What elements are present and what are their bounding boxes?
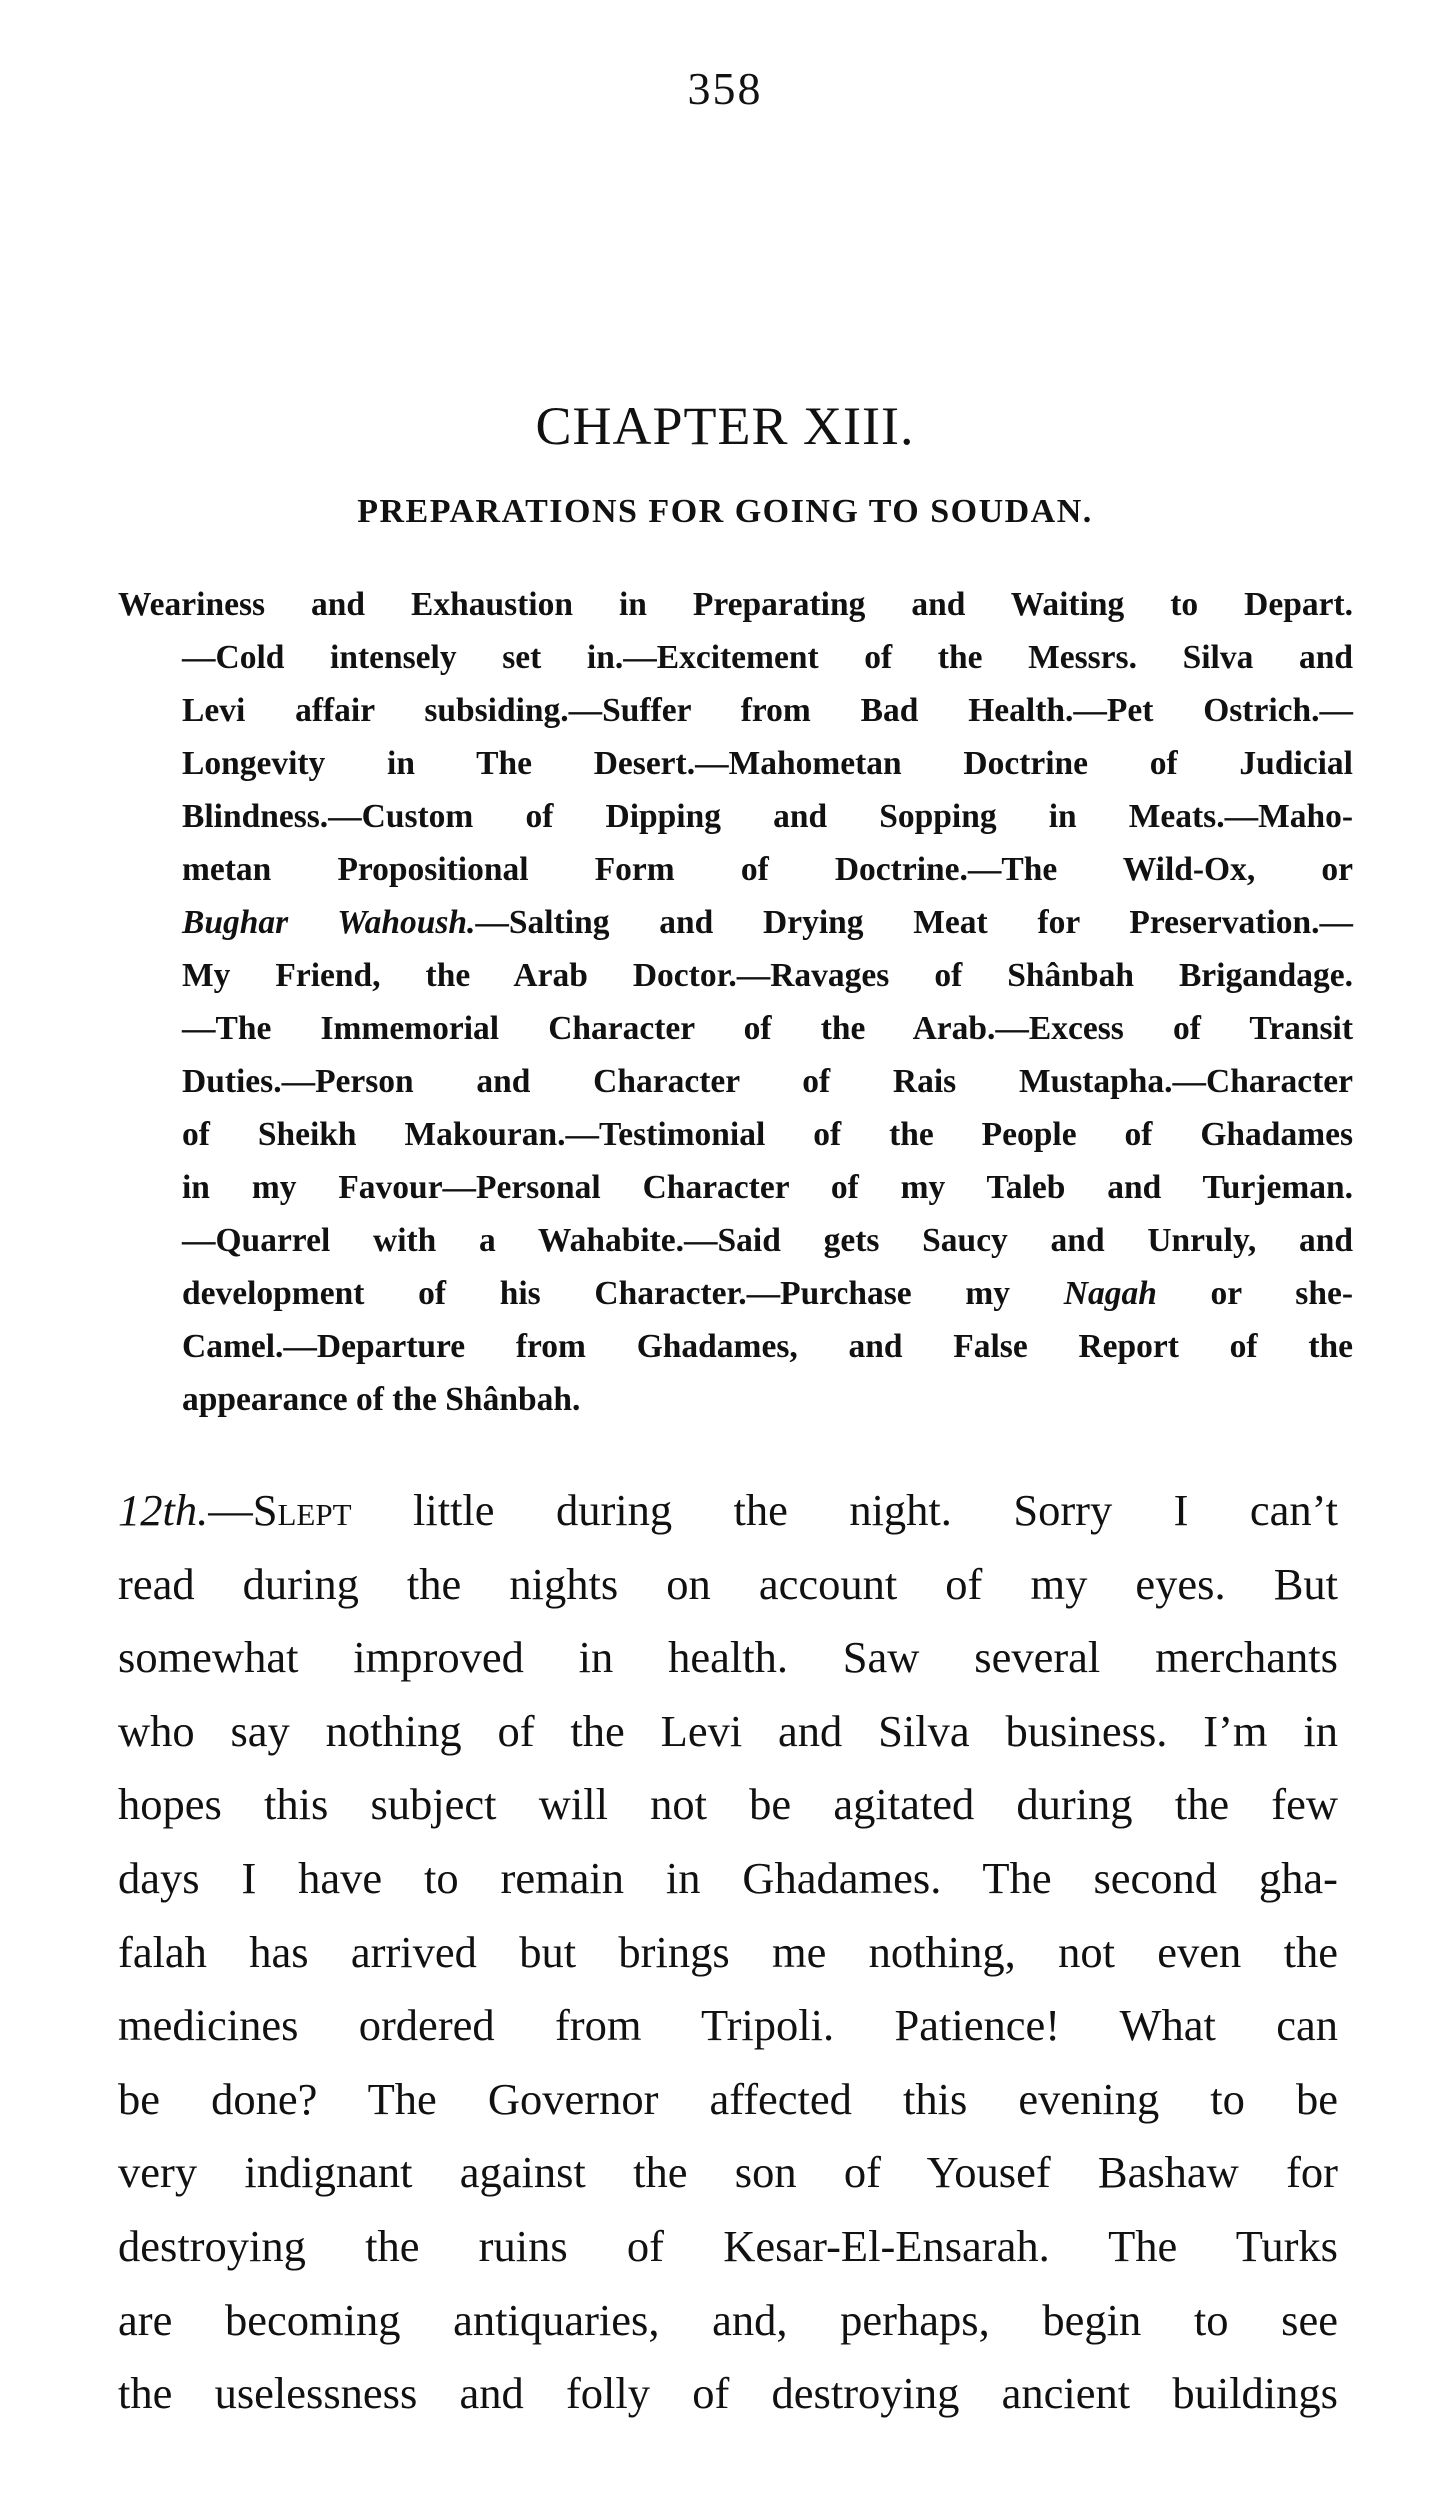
body-line-text: little during the night. Sorry I can’t [351, 1485, 1338, 1535]
synopsis-line [182, 896, 1353, 949]
chapter-subtitle: PREPARATIONS FOR GOING TO SOUDAN. [357, 493, 1093, 530]
synopsis-line-text: or she- [1156, 1275, 1353, 1312]
body-line: somewhat improved in health. Saw several merchants [118, 1632, 1338, 1683]
synopsis-line: Weariness and Exhaustion in Preparating and Waiting to Depart. [118, 586, 1353, 623]
body-line: read during the nights on account of my eyes. But [118, 1558, 1338, 1609]
synopsis-line-text: development of his Character.—Purchase my [182, 1275, 1064, 1312]
body-line: days I have to remain in Ghadames. The second gha- [118, 1852, 1338, 1903]
body-line: be done? The Governor affected this evening to be [118, 2073, 1338, 2124]
body-line: who say nothing of the Levi and Silva business. I’m in [118, 1705, 1338, 1756]
synopsis-line: Levi affair subsiding.—Suffer from Bad Health.—Pet Ostrich.— [182, 692, 1353, 729]
synopsis-line: appearance of the Shânbah. [182, 1381, 581, 1418]
synopsis-line: Longevity in The Desert.—Mahometan Doctrine of Judicial [182, 745, 1353, 782]
synopsis-line-text: —Salting and Drying Meat for Preservation.— [475, 904, 1353, 941]
synopsis-line [182, 1267, 1353, 1320]
chapter-synopsis [118, 578, 1353, 1426]
synopsis-line: —Cold intensely set in.—Excitement of the Messrs. Silva and [182, 639, 1353, 676]
em-dash: — [208, 1485, 253, 1535]
chapter-title: CHAPTER XIII. [535, 396, 915, 456]
synopsis-line: My Friend, the Arab Doctor.—Ravages of Shânbah Brigandage. [182, 957, 1353, 994]
body-line: are becoming antiquaries, and, perhaps, begin to see [118, 2294, 1338, 2345]
entry-date: 12th. [118, 1485, 209, 1535]
page-number: 358 [687, 63, 763, 114]
italic-term: Bughar Wahoush. [182, 904, 476, 941]
body-line: the uselessness and folly of destroying ancient buildings [118, 2368, 1338, 2419]
body-line: very indignant against the son of Yousef Bashaw for [118, 2147, 1338, 2198]
italic-term: Nagah [1063, 1275, 1157, 1312]
synopsis-line: —Quarrel with a Wahabite.—Said gets Saucy and Unruly, and [182, 1222, 1353, 1259]
body-line [118, 1474, 1338, 1548]
body-line: hopes this subject will not be agitated during the few [118, 1779, 1338, 1830]
lead-word: Slept [252, 1485, 352, 1535]
body-line: medicines ordered from Tripoli. Patience! What can [118, 2000, 1338, 2051]
synopsis-line: —The Immemorial Character of the Arab.—Excess of Transit [182, 1010, 1353, 1047]
body-line: falah has arrived but brings me nothing, not even the [118, 1926, 1338, 1977]
body-paragraph [118, 1474, 1338, 2431]
synopsis-line: metan Propositional Form of Doctrine.—The Wild-Ox, or [182, 851, 1353, 888]
synopsis-line: in my Favour—Personal Character of my Taleb and Turjeman. [182, 1169, 1353, 1206]
synopsis-line: of Sheikh Makouran.—Testimonial of the People of Ghadames [182, 1116, 1353, 1153]
synopsis-line: Camel.—Departure from Ghadames, and False Report of the [182, 1328, 1353, 1365]
body-line: destroying the ruins of Kesar-El-Ensarah. The Turks [118, 2220, 1338, 2271]
synopsis-line: Duties.—Person and Character of Rais Mustapha.—Character [182, 1063, 1353, 1100]
synopsis-line: Blindness.—Custom of Dipping and Sopping in Meats.—Maho- [182, 798, 1353, 835]
